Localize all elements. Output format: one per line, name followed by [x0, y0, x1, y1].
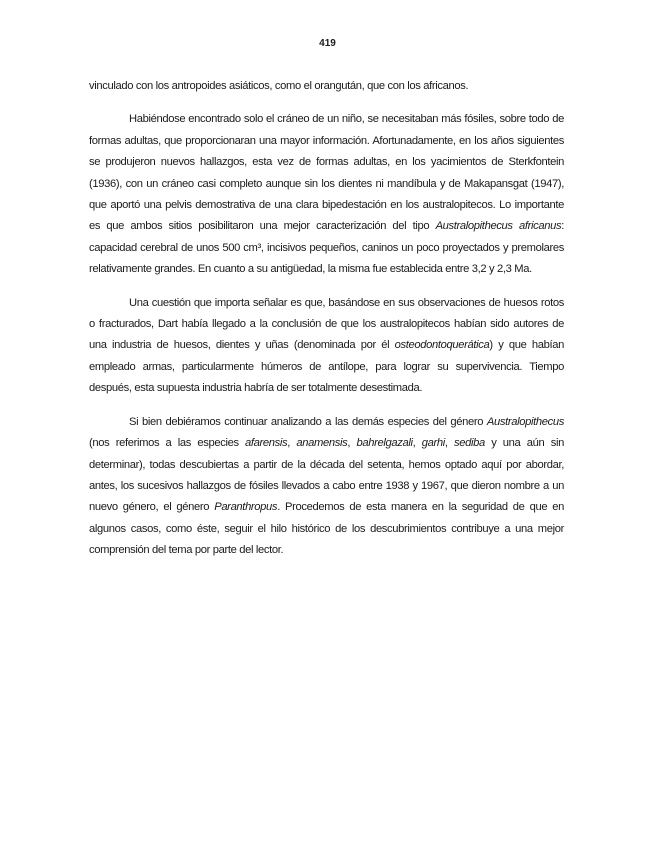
text-run: (nos referimos a las especies — [89, 437, 246, 450]
italic-term: anamensis — [296, 437, 348, 450]
italic-term: Paranthropus — [214, 501, 278, 514]
text-run: ) y que habían empleado armas, particularmente húmeros de antílope, para lograr su supervivencia. Tiempo después, esta supuesta industria habría de ser totalmente desestimada. — [89, 339, 564, 395]
text-run: . Procedemos de esta manera en la seguridad de que en algunos casos, como éste, seguir el hilo histórico de los descubrimientos contribuye a una mejor comprensión del tema por parte del lector. — [89, 501, 564, 557]
italic-term: garhi — [421, 437, 445, 450]
paragraph — [89, 412, 564, 562]
text-run: , — [347, 437, 357, 450]
text-run: Si bien debiéramos continuar analizando a las demás especies del género — [129, 415, 487, 428]
paragraph — [89, 109, 564, 280]
paragraph — [89, 76, 564, 97]
italic-term: Australopithecus africanus — [435, 220, 562, 233]
italic-term: osteodontoquerática — [394, 339, 490, 352]
italic-term: Australopithecus — [486, 415, 564, 428]
text-run: Habiéndose encontrado solo el cráneo de un niño, se necesitaban más fósiles, sobre todo de formas adultas, que proporcionaran una mayor información. Afortunadamente, en los años siguientes se produjeron nuevos hallazgos, esta vez de formas adultas, en los yacimientos de Sterkfontein (1936), con un cráneo casi completo aunque sin los dientes ni mandíbula y de Makapansgat (1947), que aportó una pelvis demostrativa de una clara bipedestación en los australopitecos. Lo importante es que ambos sitios posibilitaron una mejor caracterización del tipo — [89, 113, 564, 233]
paragraph — [89, 293, 564, 400]
page-number: 419 — [319, 38, 336, 49]
body-text — [89, 76, 564, 562]
italic-term: afarensis — [245, 437, 288, 450]
text-run: , — [287, 437, 297, 450]
text-run: , — [412, 437, 422, 450]
text-run: y una aún sin determinar), todas descubiertas a partir de la década del setenta, hemos optado aquí por abordar, antes, los sucesivos hallazgos de fósiles llevados a cabo entre 1938 y 1967, que dieron nombre a un nuevo género, el género — [89, 437, 564, 514]
italic-term: sediba — [453, 437, 485, 450]
text-run: , — [444, 437, 454, 450]
text-run: vinculado con los antropoides asiáticos, como el orangután, que con los africanos. — [89, 80, 469, 92]
text-run: Una cuestión que importa señalar es que, basándose en sus observaciones de huesos rotos o fracturados, Dart había llegado a la conclusión de que los australopitecos habían sido autores de una industria de huesos, dientes y uñas (denominada por él — [89, 296, 564, 352]
italic-term: bahrelgazali — [356, 437, 413, 450]
text-run: : capacidad cerebral de unos 500 cm³, incisivos pequeños, caninos un poco proyectados y premolares relativamente grandes. En cuanto a su antigüedad, la misma fue establecida entre 3,2 y 2,3 Ma. — [89, 220, 564, 276]
